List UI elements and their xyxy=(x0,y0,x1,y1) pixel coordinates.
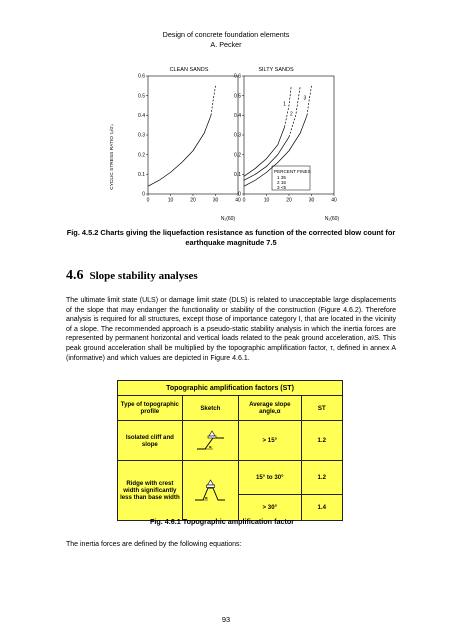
chart-title: CLEAN SANDS xyxy=(169,67,209,73)
legend-row: 3 <5 xyxy=(277,185,287,190)
header-author: A. Pecker xyxy=(210,40,242,49)
y-tick-label: 0.2 xyxy=(234,152,241,159)
inertia-text: The inertia forces are defined by the following equations: xyxy=(66,541,242,548)
series-line xyxy=(148,115,211,186)
y-tick-label: 0.4 xyxy=(138,112,145,119)
profile-type: Isolated cliff and slope xyxy=(118,421,183,461)
angle-symbol: α xyxy=(209,443,212,449)
y-tick-label: 0.4 xyxy=(234,112,241,119)
series-line-extrapolated xyxy=(307,86,312,115)
x-tick-label: 30 xyxy=(212,197,219,204)
plot-frame xyxy=(148,76,238,194)
section-heading xyxy=(66,266,198,284)
x-tick-label: 30 xyxy=(308,197,315,204)
col-header-st: ST xyxy=(301,396,342,421)
table-caption: Fig. 4.6.1 Topographic amplification factor xyxy=(150,517,295,526)
table-title: Topographic amplification factors (ST) xyxy=(118,381,343,396)
y-tick-label: 0.3 xyxy=(138,132,145,139)
y-axis-label: CYCLIC STRESS RATIO τₑ/σ′ᵥ xyxy=(110,124,115,190)
y-tick-label: 0.2 xyxy=(138,152,145,159)
y-tick-label: 0 xyxy=(238,191,241,198)
amplification-table xyxy=(117,380,343,521)
x-tick-label: 10 xyxy=(167,197,174,204)
slope-angle: 15° to 30° xyxy=(238,461,301,495)
x-tick-label: 20 xyxy=(190,197,196,204)
slope-angle: > 30° xyxy=(238,495,301,521)
st-value: 1.2 xyxy=(301,421,342,461)
y-tick-label: 0.3 xyxy=(234,132,241,139)
legend-row: 1 35 xyxy=(277,175,286,180)
st-value: 1.4 xyxy=(301,495,342,521)
series-label: 1 xyxy=(283,101,286,108)
angle-symbol: α xyxy=(205,494,208,500)
y-tick-label: 0.6 xyxy=(234,73,241,80)
series-label: 2 xyxy=(289,111,293,118)
page-number: 93 xyxy=(221,615,231,624)
series-label: 3 xyxy=(303,95,307,102)
table-row xyxy=(118,421,343,461)
x-tick-label: 0 xyxy=(146,197,150,204)
section-number: 4.6 xyxy=(66,268,84,283)
x-tick-label: 40 xyxy=(235,197,241,204)
x-tick-label: 10 xyxy=(263,197,270,204)
chart-clean-sands xyxy=(104,62,244,222)
x-tick-label: 0 xyxy=(242,197,246,204)
y-tick-label: 0 xyxy=(142,191,145,198)
body-paragraph: The ultimate limit state (ULS) or damage limit state (DLS) is related to unacceptable large displacements of the slope that may endanger the functionality or stability of the construction (Figure 4.6.2). Therefore analysis is required for all structures, except those of importance category I, that are located in the vicinity of a slope. The recommended approach is a pseudo-static stability analysis in which the inertia forces are represented by permanent horizontal and vertical loads related to the peak ground acceleration, aᵍS. This peak ground acceleration shall be multiplied by the topographic amplification factor, τ, defined in annex A (informative) and which values are depicted in Figure 4.6.1. xyxy=(66,297,396,362)
chart-silty-sands xyxy=(226,62,366,222)
header-title: Design of concrete foundation elements xyxy=(162,30,290,39)
y-tick-label: 0.1 xyxy=(234,171,241,178)
x-axis-label: N₁(60) xyxy=(220,216,236,222)
table-row xyxy=(118,461,343,495)
ridge-sketch xyxy=(182,461,238,521)
y-tick-label: 0.1 xyxy=(138,171,145,178)
section-title: Slope stability analyses xyxy=(89,270,198,282)
x-tick-label: 40 xyxy=(331,197,337,204)
y-tick-label: 0.5 xyxy=(138,93,145,100)
legend-row: 2 15 xyxy=(277,180,286,185)
col-header-type: Type of topographic profile xyxy=(118,396,183,421)
chart-title: SILTY SANDS xyxy=(258,67,294,73)
figure-caption: Fig. 4.5.2 Charts giving the liquefaction resistance as function of the corrected blow count for earthquake magnitude 7.5 xyxy=(66,228,396,247)
st-value: 1.2 xyxy=(301,461,342,495)
cliff-sketch xyxy=(182,421,238,461)
col-header-angle: Average slope angle,α xyxy=(238,396,301,421)
profile-type: Ridge with crest width significantly less than base width xyxy=(118,461,183,521)
x-axis-label: N₁(60) xyxy=(324,216,340,222)
y-tick-label: 0.5 xyxy=(234,93,241,100)
x-tick-label: 20 xyxy=(286,197,292,204)
col-header-sketch: Sketch xyxy=(182,396,238,421)
legend-title: PERCENT FINES xyxy=(274,169,311,174)
slope-angle: > 15° xyxy=(238,421,301,461)
series-line-extrapolated xyxy=(211,86,216,115)
y-tick-label: 0.6 xyxy=(138,73,145,80)
